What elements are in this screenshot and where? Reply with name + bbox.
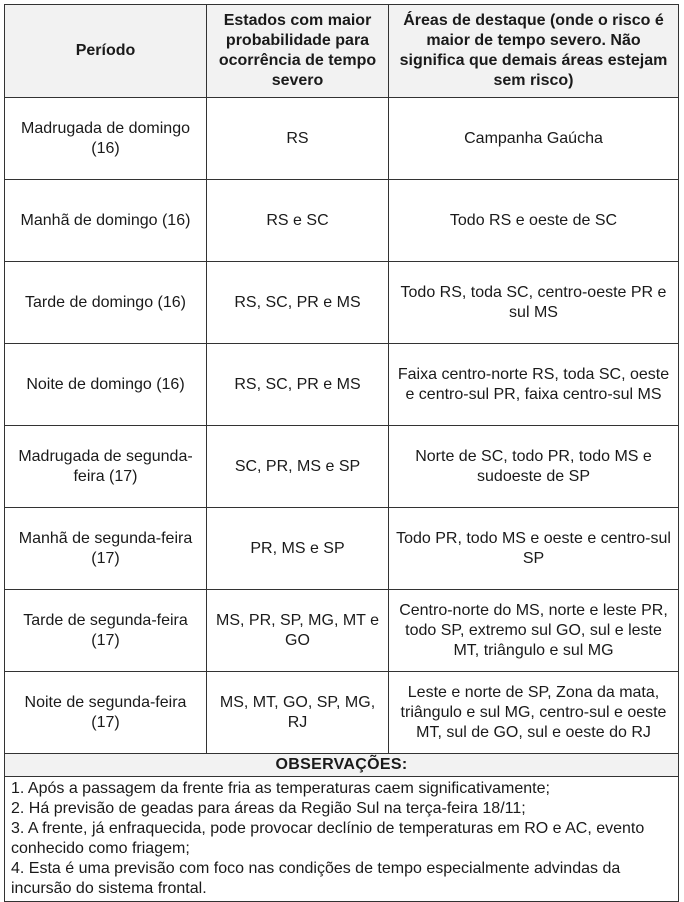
cell-periodo: Manhã de segunda-feira (17) [5, 508, 207, 590]
cell-estados: RS, SC, PR e MS [207, 262, 389, 344]
table-row [5, 426, 679, 508]
cell-areas: Faixa centro-norte RS, toda SC, oeste e centro-sul PR, faixa centro-sul MS [389, 344, 679, 426]
observations-title: OBSERVAÇÕES: [5, 754, 679, 777]
cell-areas: Todo RS, toda SC, centro-oeste PR e sul MS [389, 262, 679, 344]
cell-estados: RS, SC, PR e MS [207, 344, 389, 426]
cell-estados: RS [207, 98, 389, 180]
severe-weather-table [4, 4, 679, 902]
cell-periodo: Tarde de segunda-feira (17) [5, 590, 207, 672]
cell-estados: RS e SC [207, 180, 389, 262]
cell-estados: SC, PR, MS e SP [207, 426, 389, 508]
table-row [5, 672, 679, 754]
header-estados: Estados com maior probabilidade para ocorrência de tempo severo [207, 5, 389, 98]
cell-estados: MS, MT, GO, SP, MG, RJ [207, 672, 389, 754]
cell-periodo: Noite de segunda-feira (17) [5, 672, 207, 754]
cell-periodo: Madrugada de domingo (16) [5, 98, 207, 180]
observation-item: 4. Esta é uma previsão com foco nas condições de tempo especialmente advindas da incursão do sistema frontal. [11, 860, 621, 897]
observation-item: 2. Há previsão de geadas para áreas da Região Sul na terça-feira 18/11; [11, 800, 526, 817]
table-row [5, 262, 679, 344]
observations-body-row [5, 777, 679, 902]
cell-periodo: Noite de domingo (16) [5, 344, 207, 426]
cell-areas: Campanha Gaúcha [389, 98, 679, 180]
observations-body [5, 777, 679, 902]
cell-estados: MS, PR, SP, MG, MT e GO [207, 590, 389, 672]
table-row [5, 344, 679, 426]
table-header-row [5, 5, 679, 98]
header-areas: Áreas de destaque (onde o risco é maior de tempo severo. Não significa que demais áreas estejam sem risco) [389, 5, 679, 98]
table-row [5, 98, 679, 180]
cell-estados: PR, MS e SP [207, 508, 389, 590]
cell-periodo: Tarde de domingo (16) [5, 262, 207, 344]
cell-areas: Todo RS e oeste de SC [389, 180, 679, 262]
observations-title-row [5, 754, 679, 777]
cell-periodo: Madrugada de segunda-feira (17) [5, 426, 207, 508]
header-periodo: Período [5, 5, 207, 98]
table-row [5, 590, 679, 672]
forecast-document [4, 4, 679, 902]
observation-item: 1. Após a passagem da frente fria as temperaturas caem significativamente; [11, 780, 550, 797]
observation-item: 3. A frente, já enfraquecida, pode provocar declínio de temperaturas em RO e AC, evento conhecido como friagem; [11, 820, 645, 857]
table-row [5, 508, 679, 590]
cell-periodo: Manhã de domingo (16) [5, 180, 207, 262]
cell-areas: Norte de SC, todo PR, todo MS e sudoeste de SP [389, 426, 679, 508]
table-row [5, 180, 679, 262]
cell-areas: Todo PR, todo MS e oeste e centro-sul SP [389, 508, 679, 590]
cell-areas: Leste e norte de SP, Zona da mata, triângulo e sul MG, centro-sul e oeste MT, sul de GO, sul e oeste do RJ [389, 672, 679, 754]
cell-areas: Centro-norte do MS, norte e leste PR, todo SP, extremo sul GO, sul e leste MT, triângulo e sul MG [389, 590, 679, 672]
